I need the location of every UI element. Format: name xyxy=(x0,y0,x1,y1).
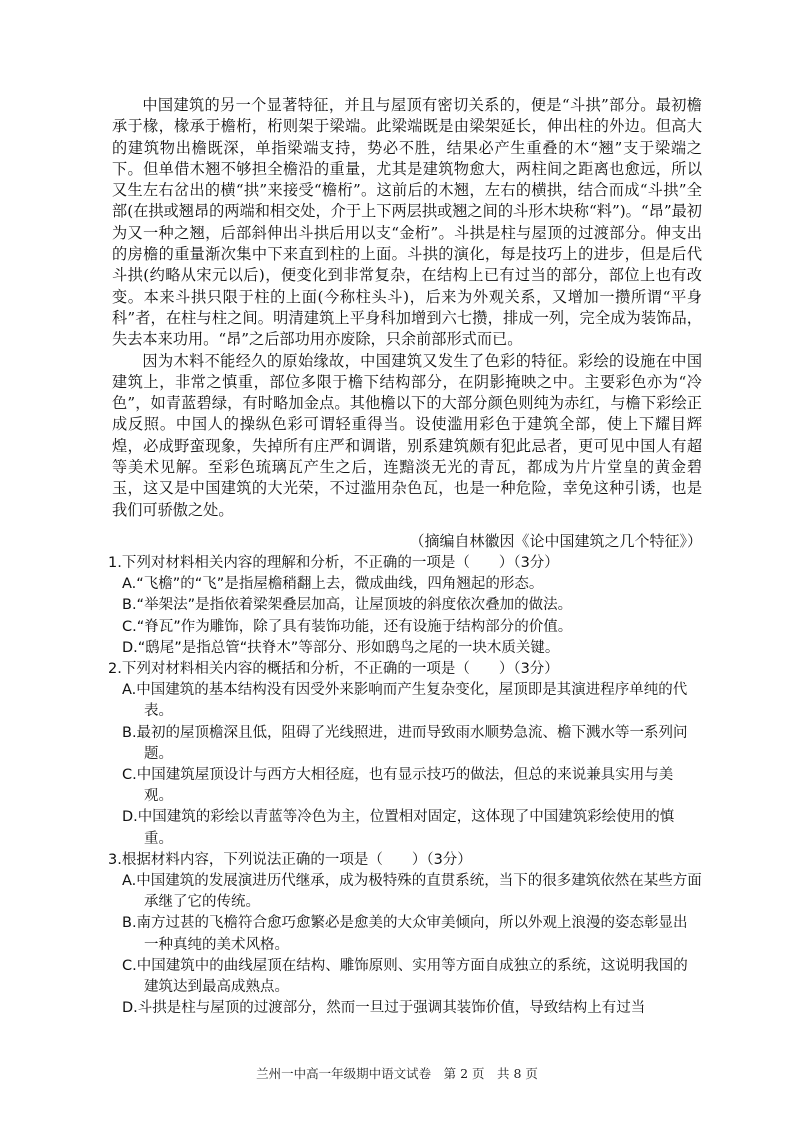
passage xyxy=(112,95,702,521)
option-d: D.中国建筑的彩绘以青蓝等冷色为主，位置相对固定，这体现了中国建筑彩绘使用的慎重。 xyxy=(122,809,675,847)
question-stem: 3.根据材料内容，下列说法正确的一项是（ ）（3分） xyxy=(108,851,472,868)
option-a: A.中国建筑的发展演进历代继承，成为极特殊的直贯系统，当下的很多建筑依然在某些方面承继了它的传统。 xyxy=(122,873,702,911)
option-a: A.“飞檐”的“飞”是指屋檐稍翻上去，微成曲线，四角翘起的形态。 xyxy=(122,576,544,593)
option-c: C.中国建筑中的曲线屋顶在结构、雕饰原则、实用等方面自成独立的系统，这说明我国的建筑达到最高成熟点。 xyxy=(122,957,688,996)
option-c: C.“脊瓦”作为雕饰，除了具有装饰功能，还有设施于结构部分的价值。 xyxy=(122,618,573,635)
option-c: C.中国建筑屋顶设计与西方大相径庭，也有显示技巧的做法，但总的来说兼具实用与美观。 xyxy=(122,767,674,805)
passage-paragraph-2: 因为木料不能经久的原始缘故，中国建筑又发生了色彩的特征。彩绘的设施在中国建筑上，非常之慎重，部位多限于檐下结构部分，在阴影掩映之中。主要彩色亦为“冷色”，如青蓝碧绿，有时略加金点。其他檐以下的大部分颜色则纯为赤红，与檐下彩绘正成反照。中国人的操纵色彩可谓轻重得当。设使滥用彩色于建筑全部，使上下耀目辉煌，必成野蛮现象，失掉所有庄严和调谐，别系建筑颇有犯此忌者，更可见中国人有超等美术见解。至彩色琉璃瓦产生之后，连黯淡无光的青瓦，都成为片片堂皇的黄金碧玉，这又是中国建筑的大光荣，不过滥用杂色瓦，也是一种危险，幸免这种引诱，也是我们可骄傲之处。 xyxy=(112,351,702,519)
question-list xyxy=(108,553,702,1019)
option-a: A.中国建筑的基本结构没有因受外来影响而产生复杂变化，屋顶即是其演进程序单纯的代表。 xyxy=(122,682,688,720)
option-b: B.“举架法”是指依着梁架叠层加高，让屋顶坡的斜度依次叠加的做法。 xyxy=(122,597,573,614)
question-1 xyxy=(108,553,702,659)
question-2 xyxy=(108,659,702,850)
page-footer: 兰州一中高一年级期中语文试卷 第 2 页 共 8 页 xyxy=(256,1066,538,1081)
option-d: D.斗拱是柱与屋顶的过渡部分，然而一旦过于强调其装饰价值，导致结构上有过当 xyxy=(122,1000,646,1017)
passage-paragraph-1: 中国建筑的另一个显著特征，并且与屋顶有密切关系的，便是“斗拱”部分。最初檐承于椽，椽承于檐桁，桁则架于梁端。此梁端既是由梁架延长，伸出柱的外边。但高大的建筑物出檐既深，单指梁端支持，势必不胜，结果必产生重叠的木“翘”支于梁端之下。但单借木翘不够担全檐沿的重量，尤其是建筑物愈大，两柱间之距离也愈远，所以又生左右岔出的横“拱”来接受“檐桁”。这前后的木翘，左右的横拱，结合而成“斗拱”全部(在拱或翘昂的两端和相交处，介于上下两层拱或翘之间的斗形木块称“料”)。“昂”最初为又一种之翘，后部斜伸出斗拱后用以支“金桁”。斗拱是柱与屋顶的过渡部分。伸支出的房檐的重量渐次集中下来直到柱的上面。斗拱的演化，每是技巧上的进步，但是后代斗拱(约略从宋元以后)，便变化到非常复杂，在结构上已有过当的部分，部位上也有改变。本来斗拱只限于柱的上面(今称柱头斗)，后来为外观关系，又增加一攒所谓“平身科”者，在柱与柱之间。明清建筑上平身科加增到六七攒，排成一列，完全成为装饰品，失去本来功用。“昂”之后部功用亦废除，只余前部形式而已。 xyxy=(112,96,702,349)
option-d: D.“鸱尾”是指总管“扶脊木”等部分、形如鸱鸟之尾的一块木质关键。 xyxy=(122,639,560,656)
passage-source: （摘编自林徽因《论中国建筑之几个特征》） xyxy=(409,532,702,550)
option-b: B.最初的屋顶檐深且低，阻碍了光线照进，进而导致雨水顺势急流、檐下溅水等一系列问题。 xyxy=(122,724,688,762)
option-b: B.南方过甚的飞檐符合愈巧愈繁必是愈美的大众审美倾向，所以外观上浪漫的姿态彰显出一种真纯的美术风格。 xyxy=(122,915,688,953)
question-3 xyxy=(108,850,702,1020)
question-stem: 1.下列对材料相关内容的理解和分析，不正确的一项是（ ）（3分） xyxy=(108,555,559,571)
question-stem: 2.下列对材料相关内容的概括和分析，不正确的一项是（ ）（3分） xyxy=(108,661,559,678)
